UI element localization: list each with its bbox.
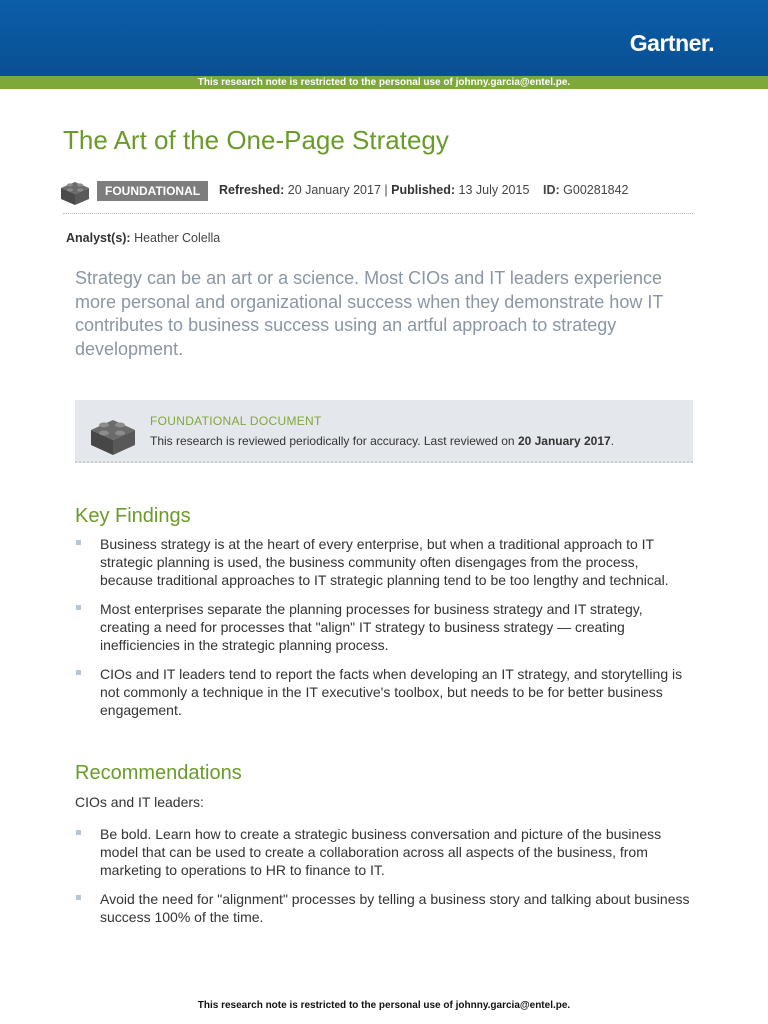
foundational-box-heading: FOUNDATIONAL DOCUMENT — [150, 414, 322, 428]
analyst-name: Heather Colella — [134, 231, 221, 245]
meta-divider — [63, 213, 693, 214]
list-item — [75, 665, 695, 719]
finding-text: Most enterprises separate the planning processes for business strategy and IT strategy, creating a need for processes that "align" IT strategy to business strategy — creating inefficiencies in the strategic planning process. — [100, 601, 643, 653]
id-label: ID: — [543, 183, 560, 197]
key-findings-heading: Key Findings — [75, 505, 191, 527]
document-id — [543, 183, 629, 197]
meta-separator: | — [384, 183, 388, 197]
recommendations-heading: Recommendations — [75, 762, 242, 784]
key-findings-list — [75, 535, 695, 730]
restriction-notice-top: This research note is restricted to the personal use of johnny.garcia@entel.pe. — [0, 76, 768, 89]
recommendation-text: Be bold. Learn how to create a strategic business conversation and picture of the business model that can be used to create a collaboration across all aspects of the business, from marketing to operations to HR to finance to IT. — [100, 826, 662, 878]
bullet-square-icon — [76, 605, 81, 610]
document-summary: Strategy can be an art or a science. Most CIOs and IT leaders experience more personal and organizational success when they demonstrate how IT contributes to business success using an artful approach to strategy development. — [75, 268, 663, 359]
bullet-square-icon — [76, 830, 81, 835]
list-item — [75, 535, 695, 589]
lego-brick-icon — [60, 176, 90, 206]
recommendation-text: Avoid the need for "alignment" processes by telling a business story and talking about business success 100% of the time. — [100, 891, 690, 925]
restriction-notice-bottom: This research note is restricted to the personal use of johnny.garcia@entel.pe. — [197, 1000, 571, 1011]
analyst-label: Analyst(s): — [66, 231, 131, 245]
lego-brick-icon — [89, 412, 137, 456]
review-suffix: . — [610, 434, 615, 448]
bullet-square-icon — [76, 540, 81, 545]
analyst-line — [66, 231, 220, 245]
finding-text: Business strategy is at the heart of every enterprise, but when a traditional approach to IT strategic planning is used, the business community often disengages from the process, because traditional approaches to IT strategic planning tend to be too lengthy and technical. — [100, 536, 669, 588]
foundational-document-box — [75, 400, 693, 463]
list-item — [75, 600, 695, 654]
refreshed-date: 20 January 2017 — [287, 183, 381, 197]
finding-text: CIOs and IT leaders tend to report the facts when developing an IT strategy, and storytelling is not commonly a technique in the IT executive's toolbox, but needs to be for better business engagement. — [100, 666, 683, 718]
bullet-square-icon — [76, 670, 81, 675]
gartner-logo: Gartner. — [629, 30, 714, 56]
document-title: The Art of the One-Page Strategy — [63, 125, 449, 155]
review-text: This research is reviewed periodically for accuracy. Last reviewed on — [150, 434, 518, 448]
id-value: G00281842 — [563, 183, 629, 197]
foundational-box-text — [150, 434, 614, 448]
list-item — [75, 890, 695, 926]
recommendations-list — [75, 825, 695, 937]
refreshed-label: Refreshed: — [219, 183, 285, 197]
review-date: 20 January 2017 — [517, 434, 611, 448]
recommendations-intro: CIOs and IT leaders: — [75, 794, 204, 810]
list-item — [75, 825, 695, 879]
published-date: 13 July 2015 — [458, 183, 530, 197]
date-info — [219, 183, 529, 197]
page-header — [0, 0, 768, 76]
published-label: Published: — [391, 183, 456, 197]
document-meta — [60, 176, 692, 206]
bullet-square-icon — [76, 895, 81, 900]
foundational-badge: FOUNDATIONAL — [97, 181, 208, 201]
